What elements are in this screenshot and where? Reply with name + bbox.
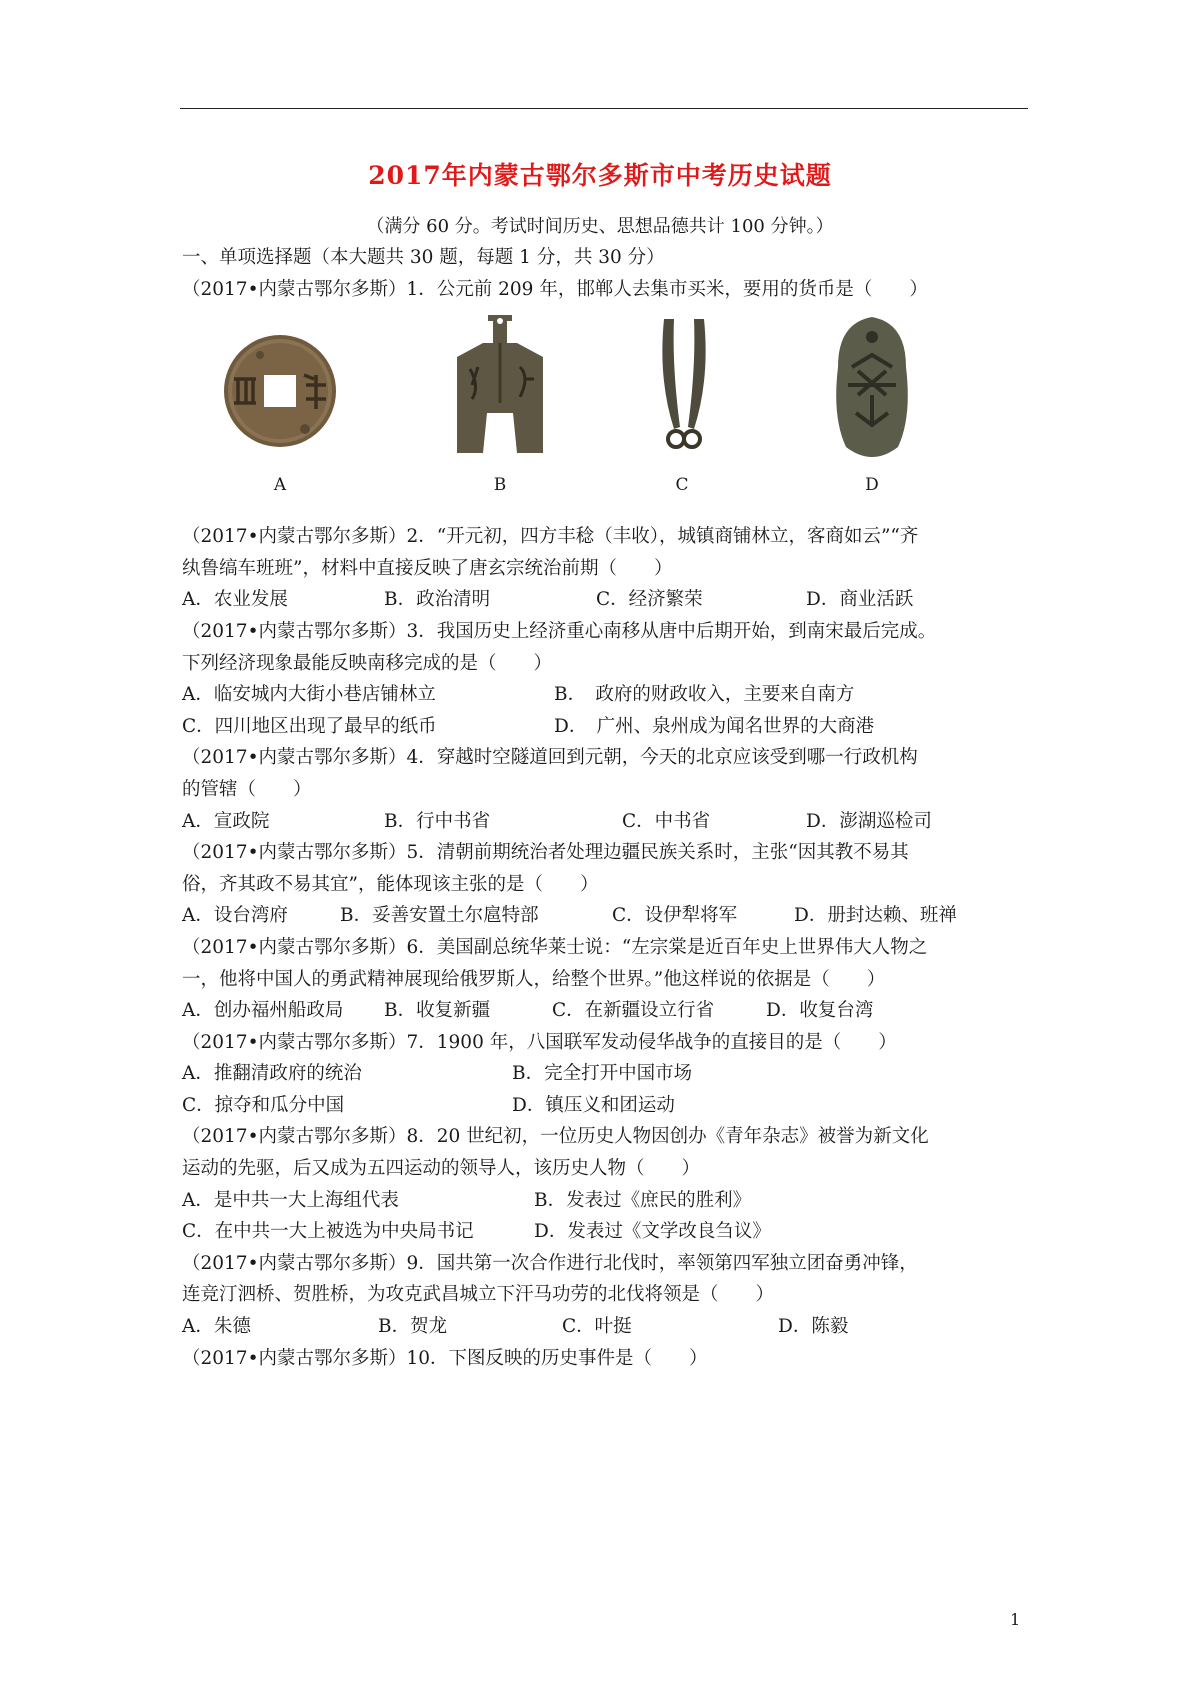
option-a: A．宣政院 (182, 810, 270, 832)
option-c: C．叶挺 (562, 1316, 632, 1338)
option-c: C．在中共一大上被选为中央局书记 (182, 1221, 474, 1243)
option-b: B．发表过《庶民的胜利》 (534, 1189, 752, 1211)
question-5-stem: （2017•内蒙古鄂尔多斯）5．清朝前期统治者处理边疆民族关系时，主张“因其教不易其 (182, 842, 909, 864)
option-c: C．在新疆设立行省 (552, 1000, 715, 1022)
option-c: C．设伊犁将军 (612, 905, 738, 927)
question-2-options (182, 584, 1028, 616)
option-a: A．推翻清政府的统治 (182, 1063, 362, 1085)
option-c: C．四川地区出现了最早的纸币 (182, 715, 437, 737)
image-label-d: D (865, 475, 879, 496)
option-d: D．陈毅 (778, 1316, 849, 1338)
ant-nose-coin-icon (812, 309, 932, 469)
option-d: D．册封达赖、班禅 (794, 905, 957, 927)
question-4-stem-cont: 的管辖（ ） (182, 778, 312, 800)
question-2-stem-cont: 纨鲁缟车班班”，材料中直接反映了唐玄宗统治前期（ ） (182, 557, 673, 579)
option-b: B．收复新疆 (384, 1000, 491, 1022)
image-label-a: A (273, 475, 287, 496)
question-10-stem: （2017•内蒙古鄂尔多斯）10．下图反映的历史事件是（ ） (182, 1347, 708, 1369)
question-6-stem: （2017•内蒙古鄂尔多斯）6．美国副总统华莱士说：“左宗棠是近百年史上世界伟大人物之 (182, 936, 928, 958)
question-8-stem-cont: 运动的先驱，后又成为五四运动的领导人，该历史人物（ ） (182, 1158, 701, 1180)
question-8-stem: （2017•内蒙古鄂尔多斯）8．20 世纪初，一位历史人物因创办《青年杂志》被誉为新文化 (182, 1126, 929, 1148)
spade-coin-icon (440, 309, 560, 469)
question-6-stem-cont: 一，他将中国人的勇武精神展现给俄罗斯人，给整个世界。”他这样说的依据是（ ） (182, 968, 886, 990)
round-coin-with-square-hole-icon (220, 309, 340, 469)
option-b: B． 政府的财政收入，主要来自南方 (554, 684, 855, 706)
question-list (182, 242, 1028, 1374)
option-a: A．是中共一大上海组代表 (182, 1189, 399, 1211)
question-3-stem: （2017•内蒙古鄂尔多斯）3．我国历史上经济重心南移从唐中后期开始，到南宋最后完成。 (182, 620, 937, 642)
question-9-stem: （2017•内蒙古鄂尔多斯）9．国共第一次合作进行北伐时，率领第四军独立团奋勇冲锋， (182, 1252, 918, 1274)
question-5-options (182, 900, 1028, 932)
option-d: D．澎湖巡检司 (806, 810, 932, 832)
question-3-stem-cont: 下列经济现象最能反映南移完成的是（ ） (182, 652, 553, 674)
question-7-options-row-2 (182, 1090, 1028, 1122)
option-b: B．政治清明 (384, 589, 491, 611)
option-d: D． 广州、泉州成为闻名世界的大商港 (554, 715, 875, 737)
question-3-options-row-1 (182, 679, 1028, 711)
option-a: A．临安城内大街小巷店铺林立 (182, 684, 436, 706)
question-3-options-row-2 (182, 711, 1028, 743)
option-a: A．设台湾府 (182, 905, 288, 927)
exam-instructions: （满分 60 分。考试时间历史、思想品德共计 100 分钟。） (366, 216, 834, 237)
question-8-options-row-1 (182, 1185, 1028, 1217)
image-label-c: C (675, 475, 689, 496)
option-d: D．收复台湾 (766, 1000, 874, 1022)
question-7-stem: （2017•内蒙古鄂尔多斯）7．1900 年，八国联军发动侵华战争的直接目的是（ ） (182, 1031, 897, 1053)
option-b: B．妥善安置土尔扈特部 (340, 905, 539, 927)
question-7-options-row-1 (182, 1058, 1028, 1090)
question-4-options (182, 806, 1028, 838)
page-number: 1 (1010, 1610, 1021, 1629)
question-1-stem: （2017•内蒙古鄂尔多斯）1．公元前 209 年，邯郸人去集市买米，要用的货币是（ ） (182, 278, 928, 300)
question-9-options (182, 1311, 1028, 1343)
option-b: B．行中书省 (384, 810, 491, 832)
option-a: A．农业发展 (182, 589, 288, 611)
option-c: C．经济繁荣 (596, 589, 703, 611)
question-9-stem-cont: 连竞汀泗桥、贺胜桥，为攻克武昌城立下汗马功劳的北伐将领是（ ） (182, 1284, 775, 1306)
knife-coin-icon (622, 309, 742, 469)
option-a: A．朱德 (182, 1316, 251, 1338)
image-label-b: B (493, 475, 507, 496)
question-1-images (182, 305, 1028, 521)
option-a: A．创办福州船政局 (182, 1000, 344, 1022)
header-rule (180, 108, 1028, 109)
question-6-options (182, 995, 1028, 1027)
question-2-stem: （2017•内蒙古鄂尔多斯）2．“开元初，四方丰稔（丰收），城镇商铺林立，客商如云”“齐 (182, 526, 919, 548)
section-heading: 一、单项选择题（本大题共 30 题，每题 1 分，共 30 分） (182, 247, 665, 268)
option-d: D．发表过《文学改良刍议》 (534, 1221, 771, 1243)
option-d: D．商业活跃 (806, 589, 914, 611)
question-4-stem: （2017•内蒙古鄂尔多斯）4．穿越时空隧道回到元朝，今天的北京应该受到哪一行政机构 (182, 747, 918, 769)
option-b: B．完全打开中国市场 (512, 1063, 693, 1085)
option-c: C．中书省 (622, 810, 711, 832)
page-title: 2017年内蒙古鄂尔多斯市中考历史试题 (368, 161, 832, 190)
option-d: D．镇压义和团运动 (512, 1094, 675, 1116)
question-5-stem-cont: 俗，齐其政不易其宜”，能体现该主张的是（ ） (182, 873, 599, 895)
option-b: B．贺龙 (378, 1316, 448, 1338)
question-8-options-row-2 (182, 1216, 1028, 1248)
option-c: C．掠夺和瓜分中国 (182, 1094, 345, 1116)
